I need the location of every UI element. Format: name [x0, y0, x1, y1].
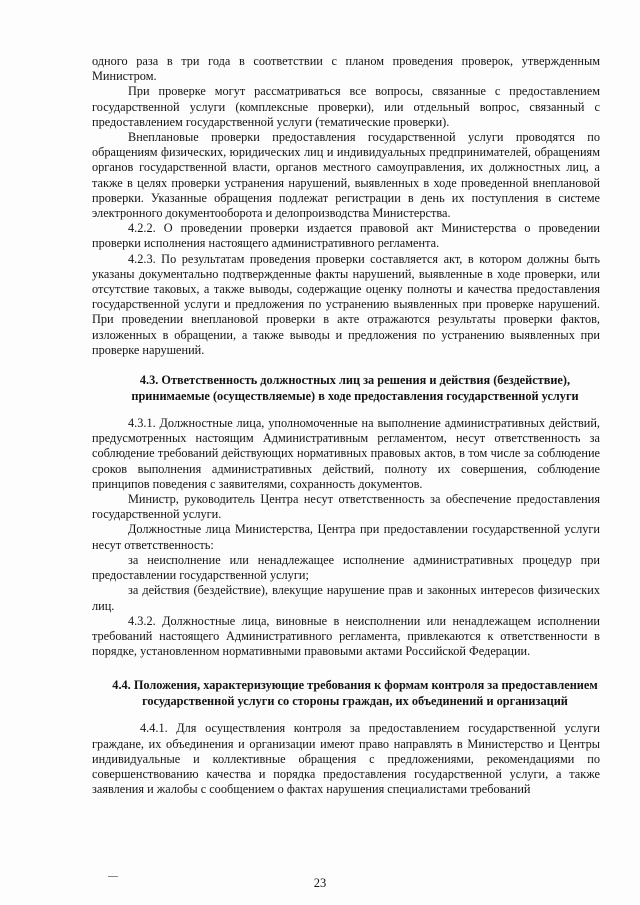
- document-body: [92, 54, 600, 797]
- paragraph-4-3-2: 4.3.2. Должностные лица, виновные в неисполнении или ненадлежащем исполнении требований настоящего Административного регламента, привлекаются к ответственности в порядке, установленном нормативными правовыми актами Российской Федерации.: [92, 613, 600, 659]
- paragraph-4-4-1: 4.4.1. Для осуществления контроля за предоставлением государственной услуги граждане, их объединения и организации имеют право направлять в Министерство и Центры индивидуальные и коллективные обращения с предложениями, рекомендациями по совершенствованию качества и порядка предоставления государственной услуги, а также заявления и жалобы с сообщением о фактах нарушения специалистами требований: [92, 721, 600, 797]
- section-heading-4-3: 4.3. Ответственность должностных лиц за решения и действия (бездействие), принимаемые (осуществляемые) в ходе предоставления государственной услуги: [131, 373, 579, 404]
- paragraph-4-2-3: 4.2.3. По результатам проведения проверки составляется акт, в котором должны быть указаны документально подтвержденные факты нарушений, выявленные в ходе проверки, или отсутствие таковых, а также выводы, содержащие оценку полноты и качества предоставления государственной услуги и предложения по устранению выявленных при проверке нарушений. При проведении внеплановой проверки в акте отражаются результаты проверки фактов, изложенных в обращении, а также выводы и предложения по устранению выявленных при проверке нарушений.: [92, 251, 600, 357]
- paragraph-4-2-2: 4.2.2. О проведении проверки издается правовой акт Министерства о проведении проверки исполнения настоящего административного регламента.: [92, 221, 600, 251]
- paragraph-responsibility-1: за неисполнение или ненадлежащее исполнение административных процедур при предоставлении государственной услуги;: [92, 552, 600, 583]
- paragraph-2: При проверке могут рассматриваться все вопросы, связанные с предоставлением государственной услуги (комплексные проверки), или отдельный вопрос, связанный с предоставлением государственной услуги (тематические проверки).: [92, 84, 600, 129]
- paragraph-3: Внеплановые проверки предоставления государственной услуги проводятся по обращениям физических, юридических лиц и индивидуальных предпринимателей, обращениям органов государственной власти, органов местного самоуправления, их должностных лиц, а также в целях проверки устранения нарушений, выявленных в ходе проведенной внеплановой проверки. Указанные обращения подлежат регистрации в день их поступления в системе электронного документооборота и делопроизводства Министерства.: [92, 130, 600, 221]
- page-number: 23: [313, 876, 327, 890]
- paragraph-4-3-1: 4.3.1. Должностные лица, уполномоченные на выполнение административных действий, предусмотренных настоящим Административным регламентом, несут ответственность за соблюдение требований действующих нормативных правовых актов, в том числе за соблюдение сроков выполнения административных действий, полноту их совершения, соблюдение принципов поведения с заявителями, сохранность документов.: [92, 416, 600, 491]
- paragraph-minister: Министр, руководитель Центра несут ответственность за обеспечение предоставления государственной услуги.: [92, 492, 600, 522]
- paragraph-1: одного раза в три года в соответствии с планом проведения проверок, утвержденным Министром.: [92, 54, 600, 84]
- section-heading-4-4: 4.4. Положения, характеризующие требования к формам контроля за предоставлением государственной услуги со стороны граждан, их объединений и организаций: [112, 678, 598, 709]
- paragraph-officials: Должностные лица Министерства, Центра при предоставлении государственной услуги несут ответственность:: [92, 522, 600, 552]
- paragraph-responsibility-2: за действия (бездействие), влекущие нарушение прав и законных интересов физических лиц.: [92, 583, 600, 613]
